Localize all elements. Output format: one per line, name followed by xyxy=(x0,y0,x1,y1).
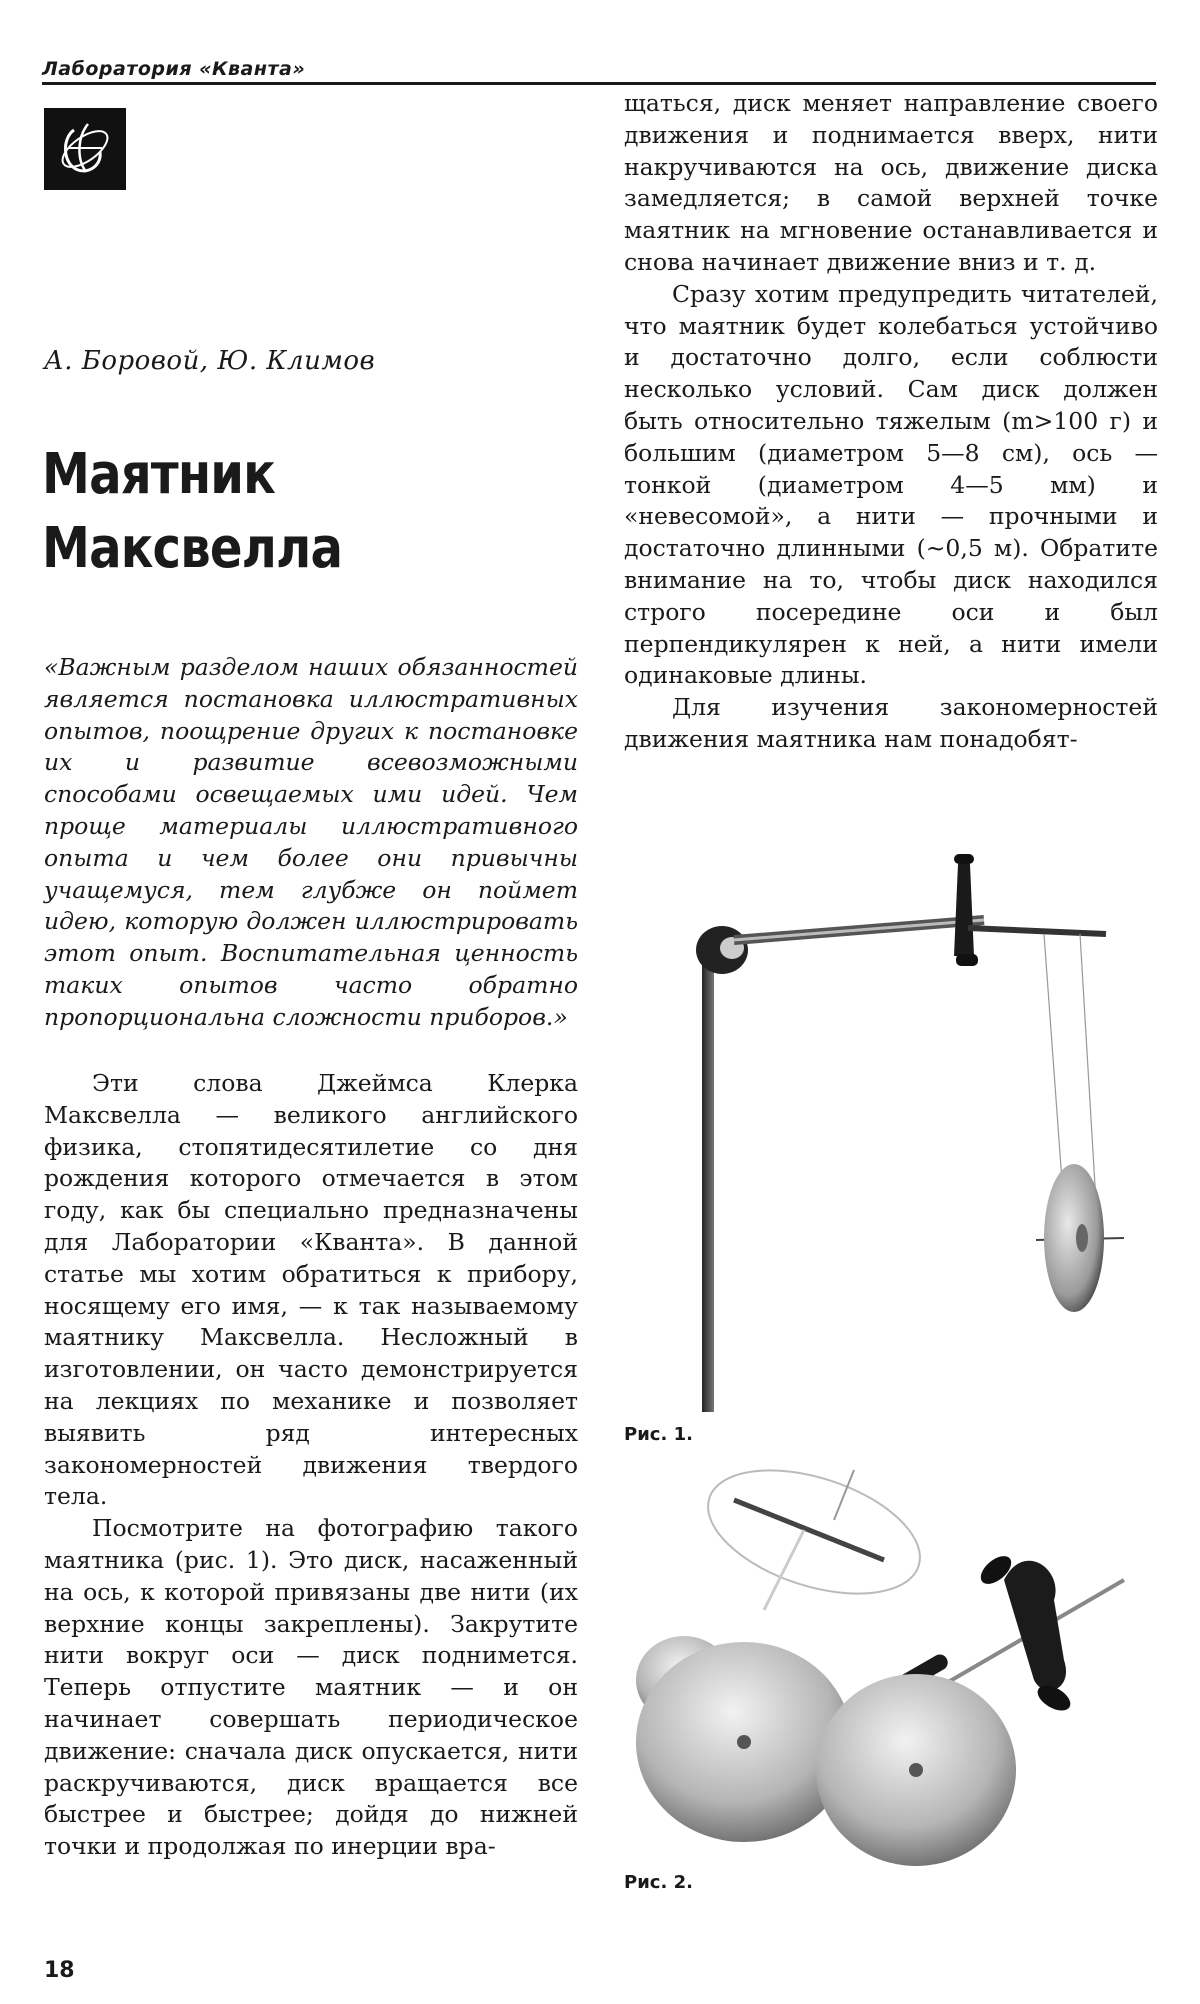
title-line-1: Маятник xyxy=(42,442,275,507)
left-column xyxy=(44,1068,578,1863)
paragraph: Эти слова Джеймса Клерка Максвелла — великого английского физика, стопятидесятилетие со дня рождения которого отмечается в этом году, как бы специально предназначены для Лаборатории «Кванта». В данной статье мы хотим обратиться к прибору, носящему его имя, — к так называемому маятнику Максвелла. Несложный в изготовлении, он часто демонстрируется на лекциях по механике и позволяет выявить ряд интересных закономерностей движения твердого тела. xyxy=(44,1069,578,1511)
figure-2-parts-photo xyxy=(624,1460,1158,1876)
page-number: 18 xyxy=(44,1958,75,1983)
figure-2-caption: Рис. 2. xyxy=(624,1872,693,1893)
paragraph: Посмотрите на фотографию такого маятника (рис. 1). Это диск, насаженный на ось, к которой привязаны две нити (их верхние концы закреплены). Закрутите нити вокруг оси — диск поднимется. Теперь отпустите маятник — и он начинает совершать периодическое движение: сначала диск опускается, нити раскручиваются, диск вращается все быстрее и быстрее; дойдя до нижней точки и продолжая по инерции вра- xyxy=(44,1514,578,1861)
epigraph-text: «Важным разделом наших обязанностей является постановка иллюстративных опытов, поощрение других к постановке их и развитие всевозможными способами освещаемых ими идей. Чем проще материалы иллюстративного опыта и чем более они привычны учащемуся, тем глубже он поймет идею, которую должен иллюстрировать этот опыт. Воспитательная ценность таких опытов часто обратно пропорциональна сложности приборов.» xyxy=(44,653,578,1031)
figure-1-pendulum-photo xyxy=(624,836,1158,1412)
kvant-lab-logo xyxy=(44,108,126,190)
figure-1-caption: Рис. 1. xyxy=(624,1424,693,1445)
epigraph xyxy=(44,652,578,1034)
right-column xyxy=(624,88,1158,756)
paragraph: щаться, диск меняет направление своего движения и поднимается вверх, нити накручиваются на ось, движение диска замедляется; в самой верхней точке маятник на мгновение останавливается и снова начинает движение вниз и т. д. xyxy=(624,89,1158,276)
title-line-2: Максвелла xyxy=(42,516,343,581)
paragraph: Для изучения закономерностей движения маятника нам понадобят- xyxy=(624,693,1158,753)
section-title: Лаборатория «Кванта» xyxy=(42,58,306,80)
article-authors: А. Боровой, Ю. Климов xyxy=(44,346,376,376)
section-header xyxy=(42,56,1156,85)
paragraph: Сразу хотим предупредить читателей, что маятник будет колебаться устойчиво и достаточно долго, если соблюсти несколько условий. Сам диск должен быть относительно тяжелым (m>100 г) и большим (диаметром 5—8 см), ось — тонкой (диаметром 4—5 мм) и «невесомой», а нити — прочными и достаточно длинными (~0,5 м). Обратите внимание на то, чтобы диск находился строго посередине оси и был перпендикулярен к ней, а нити имели одинаковые длины. xyxy=(624,279,1158,690)
article-title xyxy=(42,438,342,586)
